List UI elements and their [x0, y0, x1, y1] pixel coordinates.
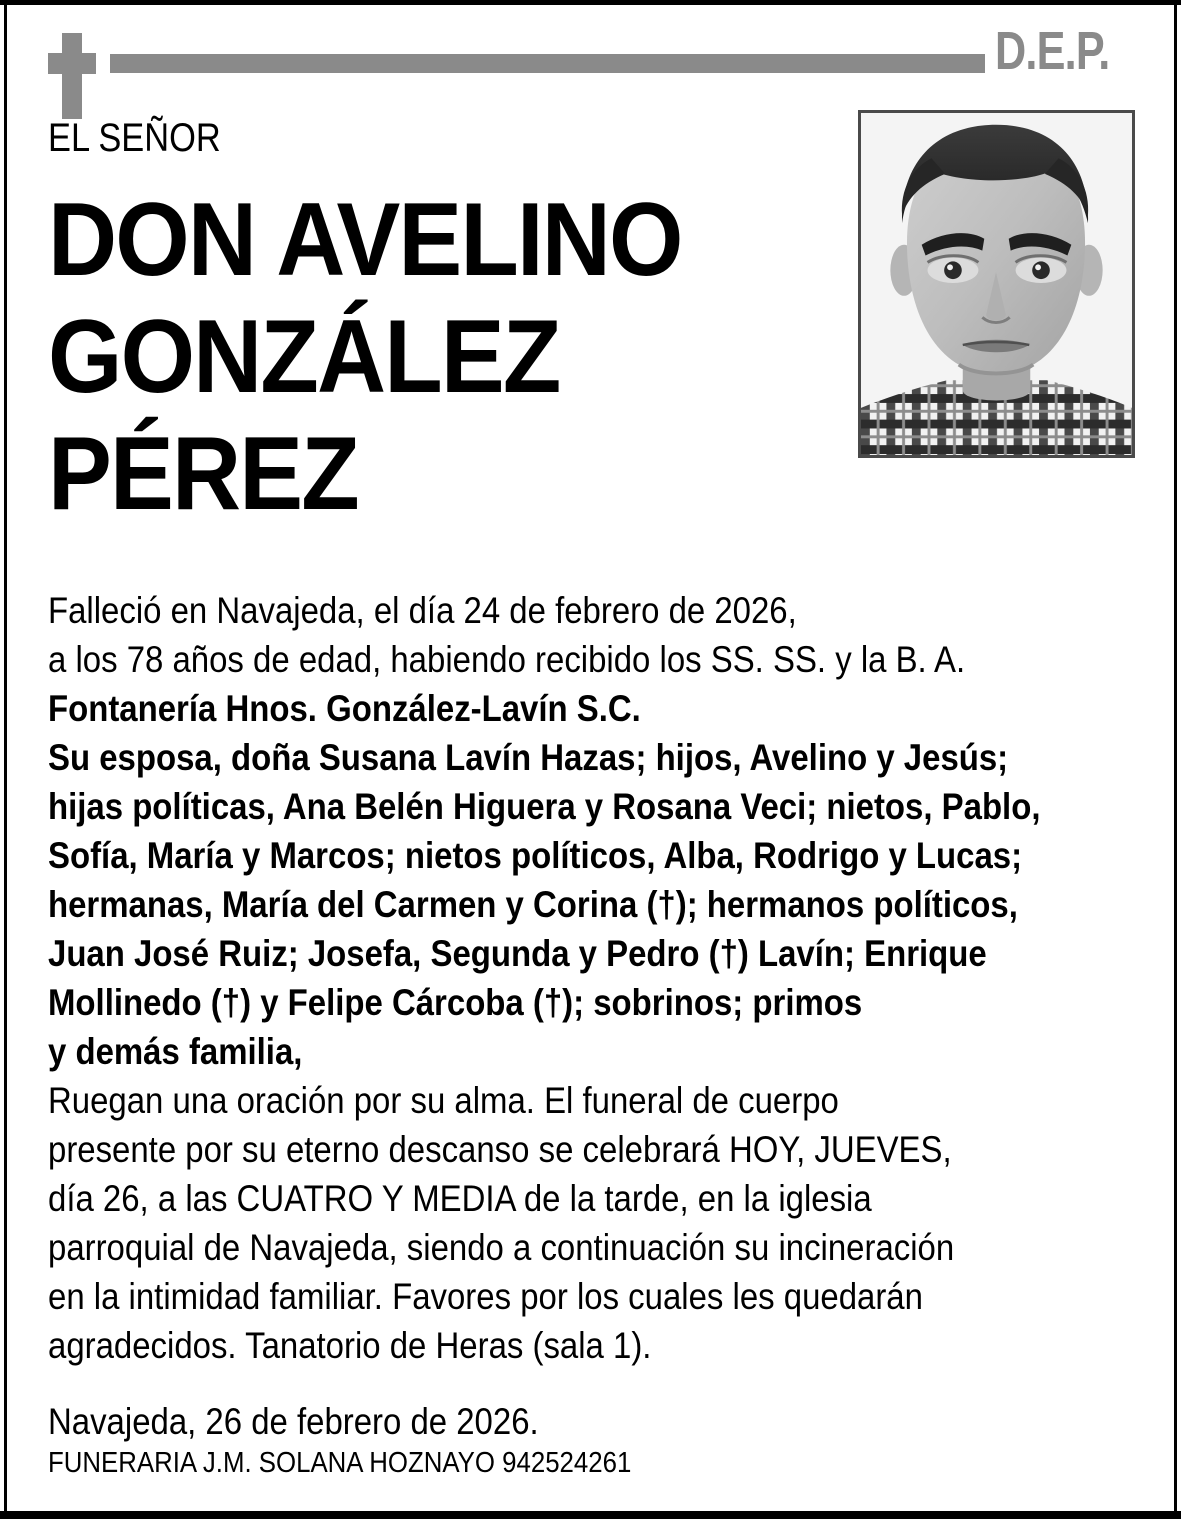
service-line-4: parroquial de Navajeda, siendo a continuación su incineración	[48, 1227, 955, 1268]
deceased-name-line-1: DON AVELINO	[48, 182, 682, 298]
cross-horizontal-bar	[48, 53, 96, 74]
honorific-label: EL SEÑOR	[48, 116, 221, 160]
portrait-photo	[858, 110, 1135, 458]
family-line-3: Sofía, María y Marcos; nietos políticos, Alba, Rodrigo y Lucas;	[48, 835, 1023, 876]
service-line-3: día 26, a las CUATRO Y MEDIA de la tarde, en la iglesia	[48, 1178, 872, 1219]
place-date: Navajeda, 26 de febrero de 2026.	[48, 1401, 539, 1442]
family-line-4: hermanas, María del Carmen y Corina (†); hermanos políticos,	[48, 884, 1018, 925]
service-line-5: en la intimidad familiar. Favores por los cuales les quedarán	[48, 1276, 923, 1317]
deceased-name-line-3: PÉREZ	[48, 416, 358, 532]
family-line-5: Juan José Ruiz; Josefa, Segunda y Pedro (†) Lavín; Enrique	[48, 933, 987, 974]
header-divider-bar	[110, 54, 985, 73]
family-line-6: Mollinedo (†) y Felipe Cárcoba (†); sobrinos; primos	[48, 982, 863, 1023]
header-band	[0, 0, 1181, 122]
service-line-2: presente por su eterno descanso se celebrará HOY, JUEVES,	[48, 1129, 952, 1170]
notice-footer	[48, 1400, 1148, 1482]
deceased-name-line-2: GONZÁLEZ	[48, 299, 560, 415]
death-notice-line-2: a los 78 años de edad, habiendo recibido los SS. SS. y la B. A.	[48, 639, 966, 680]
cross-vertical-bar	[62, 33, 82, 119]
service-line-1: Ruegan una oración por su alma. El funeral de cuerpo	[48, 1080, 839, 1121]
business-line: Fontanería Hnos. González-Lavín S.C.	[48, 688, 641, 729]
border-right	[1174, 5, 1177, 1511]
service-line-6: agradecidos. Tanatorio de Heras (sala 1).	[48, 1325, 652, 1366]
family-line-1: Su esposa, doña Susana Lavín Hazas; hijos, Avelino y Jesús;	[48, 737, 1009, 778]
cross-icon	[48, 33, 96, 119]
border-left	[4, 5, 7, 1511]
family-line-7: y demás familia,	[48, 1031, 303, 1072]
notice-body	[48, 586, 1148, 1370]
death-notice-line-1: Falleció en Navajeda, el día 24 de febrero de 2026,	[48, 590, 797, 631]
family-line-2: hijas políticas, Ana Belén Higuera y Rosana Veci; nietos, Pablo,	[48, 786, 1041, 827]
border-bottom	[0, 1511, 1181, 1519]
funeral-home-credit: FUNERARIA J.M. SOLANA HOZNAYO 942524261	[48, 1447, 632, 1479]
deceased-name	[48, 182, 848, 533]
portrait-illustration	[861, 113, 1132, 455]
dep-abbreviation: D.E.P.	[995, 21, 1110, 81]
